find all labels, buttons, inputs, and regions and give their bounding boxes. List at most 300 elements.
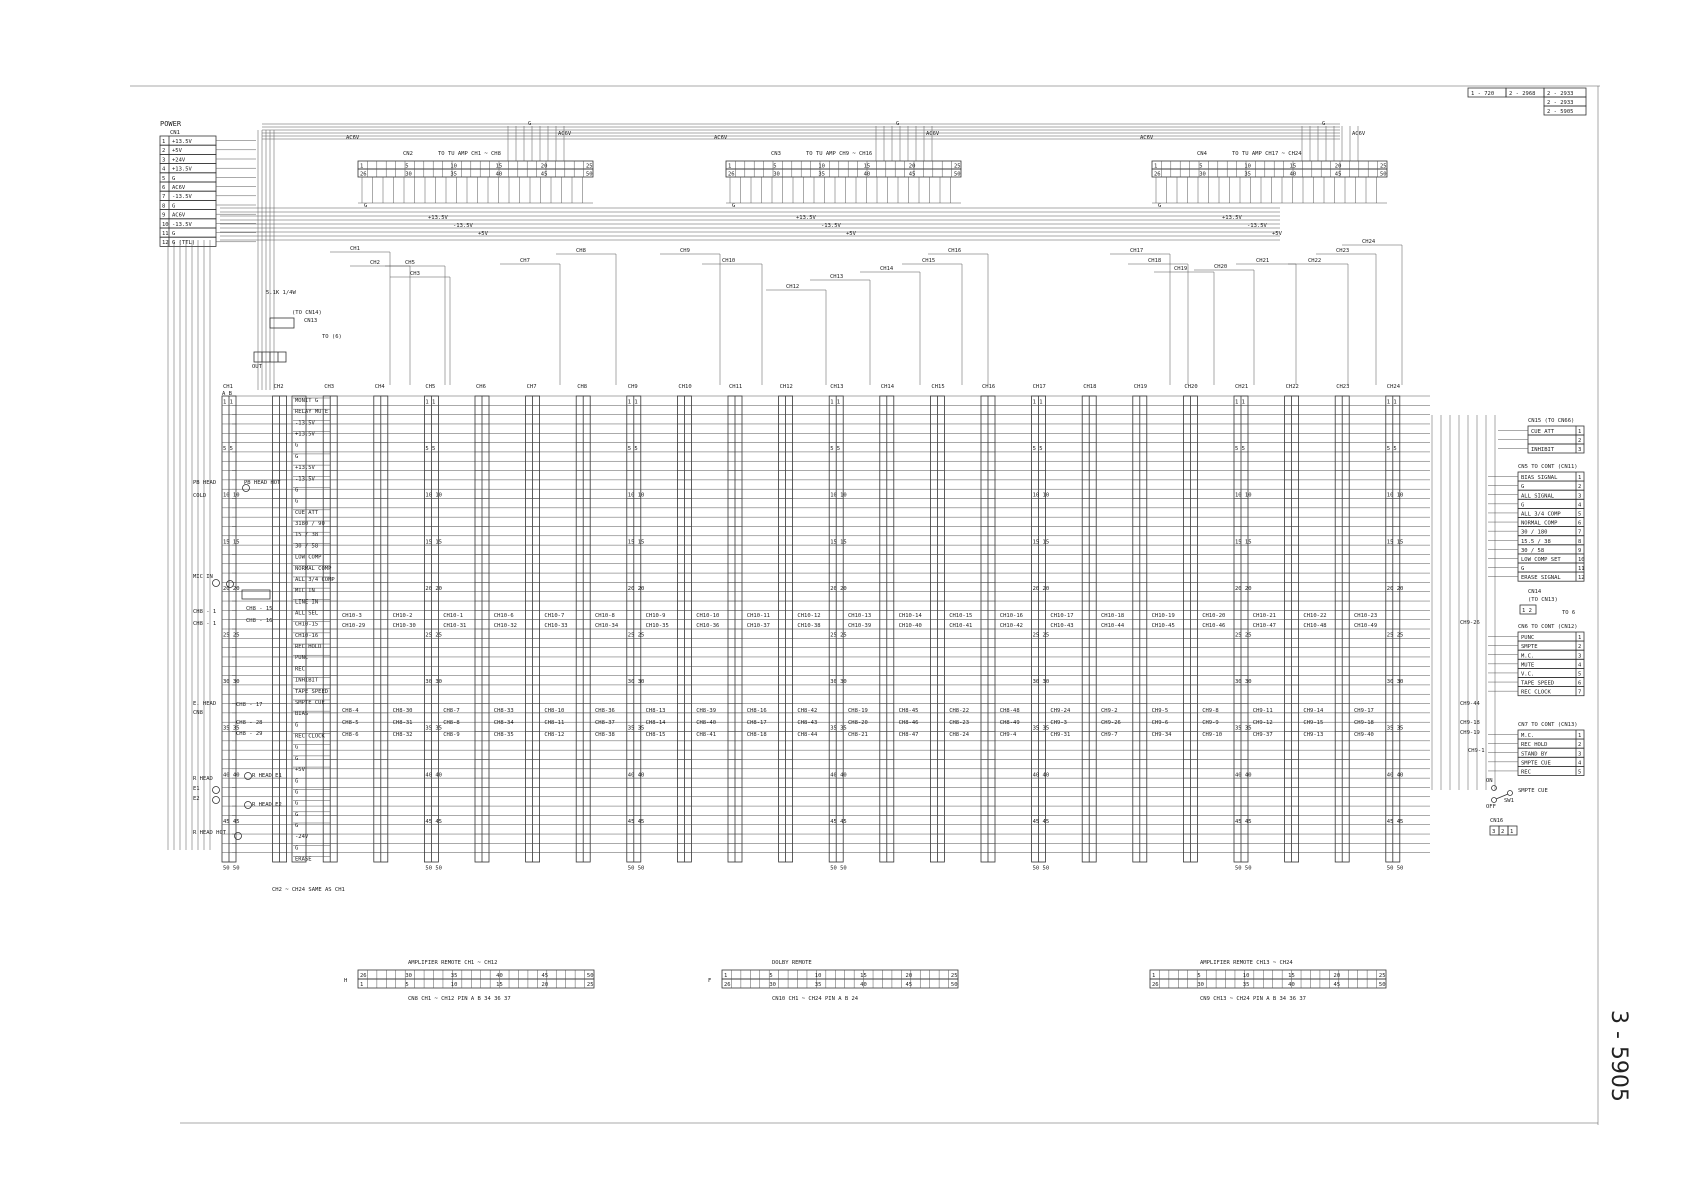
ch1-wire-label: CH8 - 28 bbox=[236, 720, 263, 726]
cn5-table-pin: 5 bbox=[1578, 511, 1582, 518]
power-pin-number: 1 bbox=[162, 139, 166, 145]
rail-label: -13.5V bbox=[453, 223, 473, 229]
cn16-title: CN16 bbox=[1490, 818, 1504, 824]
left-input-e1: E1 bbox=[193, 786, 200, 792]
pin-number-bottom: 40 bbox=[1289, 171, 1297, 178]
bottom-pin-bottom: 5 bbox=[405, 982, 409, 988]
wire-label: CH10-43 bbox=[1050, 623, 1074, 629]
channel-label: CH5 bbox=[425, 384, 436, 390]
cn6-table-label: SMPTE bbox=[1521, 644, 1538, 651]
wire-label: CH8-11 bbox=[544, 720, 565, 726]
power-pin-label: +13.5V bbox=[172, 166, 192, 173]
pin-row-marker: 35 35 bbox=[223, 725, 240, 732]
power-pin-label: G bbox=[172, 203, 176, 210]
pin-row-marker: 30 30 bbox=[223, 679, 240, 686]
ch2-pin-label: G bbox=[295, 755, 299, 762]
pin-row-marker: 5 5 bbox=[1235, 446, 1245, 453]
cn14-note: TO 6 bbox=[1562, 610, 1576, 616]
cn15-table-title: CN15 (TO CN66) bbox=[1528, 418, 1575, 424]
bottom-pin-bottom: 25 bbox=[586, 982, 594, 988]
power-pin-label: -13.5V bbox=[172, 194, 192, 201]
power-pin-number: 9 bbox=[162, 212, 166, 219]
side-wire-label: CH9-26 bbox=[1460, 620, 1480, 626]
channel-ch8 bbox=[576, 384, 590, 862]
ch2-pin-label: LINE IN bbox=[295, 599, 319, 606]
power-pin-cell bbox=[160, 173, 216, 182]
power-title: POWER bbox=[160, 120, 182, 128]
wire-label: CH10-44 bbox=[1101, 623, 1125, 629]
power-pin-label: -13.5V bbox=[172, 221, 192, 228]
channel-label: CH15 bbox=[931, 384, 945, 390]
pin-row-marker: 30 30 bbox=[627, 679, 645, 686]
wire-label: CH10-11 bbox=[746, 613, 770, 619]
pin-number-top: 5 bbox=[1199, 163, 1203, 170]
wire-label: CH10-40 bbox=[898, 623, 922, 629]
wire-label: CH9-34 bbox=[1151, 732, 1172, 738]
pin-row-marker: 45 45 bbox=[1386, 818, 1404, 825]
cn14-connector bbox=[1520, 589, 1575, 616]
bus-label: CH10 bbox=[722, 258, 736, 264]
bus-label: CH16 bbox=[948, 248, 962, 254]
left-misc-label: CN13 bbox=[304, 318, 318, 324]
wire-label: CH10-34 bbox=[595, 623, 619, 629]
ch2-pin-label: INHIBIT bbox=[295, 677, 319, 684]
wire-label: CH9-6 bbox=[1151, 720, 1169, 726]
bottom-pin-top: 40 bbox=[496, 973, 503, 979]
channel-label: CH14 bbox=[880, 384, 895, 390]
pin-row-marker: 35 35 bbox=[1032, 725, 1050, 732]
channel-label: CH22 bbox=[1285, 384, 1299, 390]
pin-row-marker: 25 25 bbox=[223, 632, 240, 639]
bottom-connectors bbox=[344, 960, 1386, 1002]
wire-label: CH10-33 bbox=[544, 623, 568, 629]
pin-number-top: 10 bbox=[1244, 163, 1252, 170]
ground-label-low: G bbox=[732, 203, 736, 209]
pin-number-bottom: 35 bbox=[818, 171, 826, 178]
ch2-pin-label: G bbox=[295, 453, 299, 460]
channel-ch18 bbox=[1082, 384, 1096, 862]
cn6-table-pin: 4 bbox=[1578, 662, 1582, 669]
bottom-pin-bottom: 35 bbox=[814, 982, 822, 988]
cn5-table-pin: 8 bbox=[1578, 538, 1582, 545]
wire-label: CH10-32 bbox=[493, 623, 517, 629]
wire-label: CH8-38 bbox=[595, 732, 615, 738]
pin-number-bottom: 40 bbox=[863, 171, 871, 178]
left-input-cold: COLD bbox=[193, 493, 207, 499]
pin-row-marker: 30 30 bbox=[830, 679, 847, 686]
side-wire-label: CH9-44 bbox=[1460, 701, 1480, 707]
ch2-pin-label: G bbox=[295, 811, 299, 818]
bottom-pin-bottom: 26 bbox=[724, 982, 731, 988]
pin-row-marker: 5 5 bbox=[223, 446, 233, 453]
bottom-pin-top: 50 bbox=[586, 973, 594, 979]
bottom-pin-top: 30 bbox=[405, 973, 413, 979]
wire-label: CH8-34 bbox=[493, 720, 514, 726]
left-input-mic-in: MIC IN bbox=[193, 574, 213, 580]
bus-label: CH19 bbox=[1174, 266, 1188, 272]
channel-ch22 bbox=[1285, 384, 1299, 862]
pin-number-top: 5 bbox=[405, 163, 409, 170]
cn5-table-pin: 7 bbox=[1578, 529, 1582, 536]
channel-label: CH23 bbox=[1336, 384, 1350, 390]
pin-row-marker: 1 1 bbox=[627, 399, 638, 406]
channel-ch24 bbox=[1386, 384, 1404, 871]
ch2-pin-label: REC bbox=[295, 666, 305, 673]
pin-row-marker: 20 20 bbox=[1386, 585, 1404, 592]
cn5-table-pin: 12 bbox=[1578, 575, 1585, 582]
pin-row-marker: 20 20 bbox=[1235, 585, 1252, 592]
connector-row-top bbox=[1152, 161, 1387, 169]
channel-ch11 bbox=[728, 384, 742, 862]
bottom-connector-caption: CN9 CH13 ~ CH24 PIN A B 34 36 37 bbox=[1200, 996, 1306, 1002]
wire-label: CH10-29 bbox=[342, 623, 366, 629]
bottom-connector-3 bbox=[1150, 960, 1386, 1002]
channel-label: CH19 bbox=[1133, 384, 1148, 390]
wire-label: CH10-12 bbox=[797, 613, 821, 619]
wire-label: CH10-13 bbox=[848, 613, 872, 619]
wire-label: CH9-31 bbox=[1050, 732, 1071, 738]
pin-number-bottom: 50 bbox=[953, 171, 961, 178]
bottom-pin-top: 10 bbox=[814, 973, 822, 979]
wire-label: CH8-20 bbox=[848, 720, 868, 726]
jack-icon bbox=[235, 833, 242, 840]
side-wire-label: CH9-19 bbox=[1460, 730, 1480, 736]
ch1-wire-label: CH8 - 15 bbox=[246, 606, 273, 612]
cn5-table-label: ALL SIGNAL bbox=[1521, 493, 1555, 500]
channel-label: CH1 bbox=[223, 384, 233, 390]
left-input-e2: E2 bbox=[193, 796, 200, 802]
pin-number-bottom: 26 bbox=[1154, 171, 1161, 178]
ch1-wire-label: CH8 - 17 bbox=[236, 702, 263, 708]
wire-label: CH10-22 bbox=[1303, 613, 1327, 619]
channel-ch16 bbox=[981, 384, 995, 862]
wire-label: CH9-5 bbox=[1151, 708, 1169, 714]
cn5-table-pin: 9 bbox=[1578, 547, 1582, 554]
bus-labels bbox=[330, 239, 1402, 385]
wire-label: CH9-11 bbox=[1252, 708, 1273, 714]
bottom-pin-bottom: 30 bbox=[769, 982, 777, 988]
power-connector-name: CN1 bbox=[170, 130, 180, 136]
left-input-r-head: R HEAD bbox=[193, 776, 213, 782]
pin-number-bottom: 45 bbox=[908, 171, 916, 178]
wire-label: CH10-18 bbox=[1101, 613, 1125, 619]
channel-columns bbox=[222, 384, 1430, 871]
pin-number-bottom: 26 bbox=[728, 171, 735, 178]
ch2-pin-label: ERASE bbox=[295, 856, 312, 863]
ground-label: G bbox=[896, 121, 900, 127]
ch2-pin-label: G bbox=[295, 442, 299, 449]
bottom-connector-row-top bbox=[1150, 970, 1386, 979]
bottom-pin-bottom: 45 bbox=[1333, 982, 1341, 988]
wire-label: CH10-47 bbox=[1252, 623, 1276, 629]
connector-title: TO TU AMP CH17 ~ CH24 bbox=[1232, 151, 1302, 157]
ch2-pin-label: +13.5V bbox=[295, 465, 315, 472]
channel-label: CH21 bbox=[1235, 384, 1249, 390]
wire-label: CH10-35 bbox=[645, 623, 669, 629]
pin-row-marker: 45 45 bbox=[830, 818, 847, 825]
bottom-connector-1 bbox=[344, 960, 594, 1002]
channel-ch21 bbox=[1234, 384, 1252, 871]
cn5-table-label: BIAS SIGNAL bbox=[1521, 475, 1558, 482]
cn6-table-pin: 1 bbox=[1578, 635, 1582, 642]
bottom-pin-bottom: 40 bbox=[860, 982, 867, 988]
wire-label: CH10-49 bbox=[1354, 623, 1378, 629]
wiring-harness bbox=[168, 124, 1340, 850]
cn5-table-pin: 6 bbox=[1578, 520, 1582, 527]
cn6-table-label: PUNC bbox=[1521, 635, 1535, 642]
pin-row-marker: 25 25 bbox=[1386, 632, 1404, 639]
pin-row-marker: 5 5 bbox=[830, 446, 841, 453]
pin-number-bottom: 50 bbox=[1379, 171, 1387, 178]
ch2-pin-label: ALL SEL bbox=[295, 610, 319, 617]
ac-label: AC6V bbox=[1140, 135, 1154, 141]
side-wire-label: CH9-18 bbox=[1460, 720, 1480, 726]
cn15-table-label: INHIBIT bbox=[1531, 447, 1555, 453]
power-pin-cell bbox=[160, 154, 216, 163]
pin-row-marker: 30 30 bbox=[425, 679, 442, 686]
pin-row-marker: 50 50 bbox=[1386, 865, 1404, 872]
cn6-table-label: M.C. bbox=[1521, 653, 1535, 660]
pin-number-bottom: 40 bbox=[495, 171, 503, 178]
cn5-table-pin: 3 bbox=[1578, 493, 1582, 500]
bus-label: CH24 bbox=[1362, 239, 1376, 245]
cn6-table-pin: 5 bbox=[1578, 671, 1582, 678]
ac-label-right: AC6V bbox=[558, 131, 572, 137]
pin-row-marker: 35 35 bbox=[830, 725, 847, 732]
wire-label: CH8-44 bbox=[797, 732, 818, 738]
cn6-table-label: TAPE SPEED bbox=[1521, 680, 1555, 687]
ch2-pin-label: CH10-15 bbox=[295, 621, 319, 628]
pin-row-marker: 1 1 bbox=[223, 399, 233, 406]
wire-label: CH10-45 bbox=[1151, 623, 1175, 629]
channel-label: CH2 bbox=[273, 384, 284, 390]
pin-number-bottom: 45 bbox=[540, 171, 548, 178]
pin-row-marker: 5 5 bbox=[425, 446, 436, 453]
pin-row-marker: 25 25 bbox=[830, 632, 847, 639]
wire-label: CH8-47 bbox=[898, 732, 919, 738]
power-pin-label: +13.5V bbox=[172, 139, 192, 145]
pin-row-marker: 1 1 bbox=[1032, 399, 1043, 406]
wire-label: CH8-43 bbox=[797, 720, 818, 726]
switch-contact-icon bbox=[1492, 798, 1497, 803]
power-pin-label: +24V bbox=[172, 157, 186, 164]
wire-label: CH9-18 bbox=[1354, 720, 1374, 726]
wire-label: CH8-35 bbox=[493, 732, 514, 738]
top-connector-cn4 bbox=[1140, 121, 1387, 237]
pin-number-bottom: 30 bbox=[1199, 171, 1206, 178]
bus-label: CH22 bbox=[1308, 258, 1322, 264]
pin-number-top: 1 bbox=[1154, 163, 1158, 170]
pin-number-bottom: 26 bbox=[360, 171, 367, 178]
left-inputs bbox=[193, 290, 342, 840]
channel-ch12 bbox=[779, 384, 793, 862]
wire-label: CH9-9 bbox=[1202, 720, 1219, 726]
jack-icon bbox=[245, 773, 252, 780]
wire-label: CH8-49 bbox=[999, 720, 1020, 726]
wire-label: CH10-2 bbox=[392, 613, 413, 619]
power-connector-cn1 bbox=[160, 120, 256, 246]
ch2-pin-label: CUE ATT bbox=[295, 509, 319, 516]
bottom-connector-title: AMPLIFIER REMOTE CH13 ~ CH24 bbox=[1200, 960, 1293, 966]
wire-label: CH8-23 bbox=[949, 720, 970, 726]
power-pin-number: 3 bbox=[162, 157, 166, 164]
channel-label: CH6 bbox=[476, 384, 486, 390]
sheet-frame bbox=[130, 86, 1600, 1125]
pin-row-marker: 45 45 bbox=[425, 818, 442, 825]
ch2-pin-label: REC HOLD bbox=[295, 644, 322, 651]
ch2-pin-label: -13.5V bbox=[295, 476, 315, 483]
bus-label: CH1 bbox=[350, 246, 360, 252]
bottom-pin-top: 25 bbox=[950, 973, 958, 979]
ch2-pin-label: SMPTE CUE bbox=[295, 699, 325, 706]
ch2-pin-label: 3180 / 90 bbox=[295, 521, 325, 528]
channel-label: CH11 bbox=[729, 384, 743, 390]
cn6-table-pin: 6 bbox=[1578, 680, 1582, 687]
connector-title: TO TU AMP CH9 ~ CH16 bbox=[806, 151, 873, 157]
cn16-pin: 2 bbox=[1501, 829, 1505, 835]
wire-label: CH8-6 bbox=[342, 732, 359, 738]
cn5-table-label: G bbox=[1521, 502, 1525, 509]
pin-number-bottom: 30 bbox=[405, 171, 412, 178]
cn16-pin: 3 bbox=[1492, 829, 1496, 835]
channel-label: CH13 bbox=[830, 384, 844, 390]
wire-label: CH8-45 bbox=[898, 708, 919, 714]
ch2-pin-label: G bbox=[295, 800, 299, 807]
pin-row-marker: 20 20 bbox=[830, 585, 847, 592]
wire-label: CH8-22 bbox=[949, 708, 970, 714]
channel-ch19 bbox=[1133, 384, 1147, 862]
wire-label: CH9-14 bbox=[1303, 708, 1324, 714]
power-pin-number: 8 bbox=[162, 203, 166, 210]
ch2-pin-label: G bbox=[295, 822, 299, 829]
power-pin-label: AC6V bbox=[172, 212, 186, 219]
wire-label: CH8-19 bbox=[848, 708, 868, 714]
cn7-table-pin: 5 bbox=[1578, 769, 1582, 776]
pin-row-marker: 50 50 bbox=[223, 865, 240, 872]
bus-label: CH3 bbox=[410, 271, 420, 277]
bottom-pin-top: 20 bbox=[1333, 973, 1341, 979]
ch2-pin-label: CH10-16 bbox=[295, 632, 319, 639]
ch2-pin-label: 15 / 38 bbox=[295, 532, 319, 539]
same-as-note: CH2 ~ CH24 SAME AS CH1 bbox=[272, 887, 345, 893]
pin-row-marker: 10 10 bbox=[223, 492, 240, 499]
wire-label: CH10-16 bbox=[999, 613, 1023, 619]
bottom-pin-top: 35 bbox=[450, 973, 458, 979]
channel-ch10 bbox=[677, 384, 691, 862]
pin-row-marker: 40 40 bbox=[1235, 772, 1252, 779]
pin-row-marker: 1 1 bbox=[425, 399, 436, 406]
wire-label: CH8-4 bbox=[342, 708, 359, 714]
bottom-pin-bottom: 40 bbox=[1288, 982, 1295, 988]
power-pin-label: G (TTL) bbox=[172, 240, 196, 247]
channel-ch17 bbox=[1032, 384, 1050, 871]
channel-ch13 bbox=[829, 384, 847, 871]
cn14-pins: 1 2 bbox=[1522, 608, 1532, 614]
pin-row-marker: 40 40 bbox=[830, 772, 847, 779]
bottom-connector-title: DOLBY REMOTE bbox=[772, 960, 812, 966]
ch2-pin-label: G bbox=[295, 498, 299, 505]
cn7-table-label: REC bbox=[1521, 769, 1531, 776]
connector-row-top bbox=[726, 161, 961, 169]
wire-label: CH9-7 bbox=[1101, 732, 1118, 738]
wire-label: CH8-5 bbox=[342, 720, 359, 726]
wire-label: CH8-42 bbox=[797, 708, 818, 714]
bottom-pin-top: 45 bbox=[541, 973, 549, 979]
wire-label: CH10-3 bbox=[342, 613, 362, 619]
wire-label: CH8-14 bbox=[645, 720, 666, 726]
channel-ch9 bbox=[627, 384, 645, 871]
channel-label: CH24 bbox=[1386, 384, 1401, 390]
wire-label: CH8-10 bbox=[544, 708, 565, 714]
pin-row-marker: 35 35 bbox=[1235, 725, 1252, 732]
jack-icon bbox=[213, 797, 220, 804]
pin-row-marker: 50 50 bbox=[1235, 865, 1252, 872]
channel-label: CH20 bbox=[1184, 384, 1198, 390]
wire-label: CH10-37 bbox=[746, 623, 770, 629]
pin-number-top: 20 bbox=[1334, 163, 1342, 170]
power-pin-cell bbox=[160, 182, 216, 191]
bottom-pin-bottom: 35 bbox=[1242, 982, 1250, 988]
pin-row-marker: 25 25 bbox=[627, 632, 645, 639]
bottom-pin-top: 15 bbox=[1288, 973, 1295, 979]
wire-label: CH8-16 bbox=[746, 708, 767, 714]
bottom-pin-bottom: 10 bbox=[450, 982, 458, 988]
cn7-table-label: STAND BY bbox=[1521, 751, 1548, 758]
cn5-table-pin: 2 bbox=[1578, 484, 1582, 491]
wire-label: CH10-30 bbox=[392, 623, 416, 629]
pin-row-marker: 40 40 bbox=[425, 772, 442, 779]
cn6-table-title: CN6 TO CONT (CN12) bbox=[1518, 624, 1578, 630]
channel-label: CH12 bbox=[779, 384, 793, 390]
wire-label: CH10-39 bbox=[848, 623, 872, 629]
document-stamp: 3 - 5905 bbox=[1606, 1010, 1631, 1102]
revision-entry: 2 - 2933 bbox=[1547, 91, 1574, 97]
cn15-table-pin: 3 bbox=[1578, 447, 1582, 453]
connector-row-bottom bbox=[358, 169, 593, 177]
wire-label: CH9-17 bbox=[1354, 708, 1374, 714]
rail-label: +13.5V bbox=[1222, 215, 1242, 221]
channel-label: CH9 bbox=[627, 384, 638, 390]
bottom-connector-row-bottom bbox=[358, 979, 594, 988]
cn15-table-label: CUE ATT bbox=[1531, 429, 1555, 435]
pin-row-marker: 10 10 bbox=[627, 492, 645, 499]
cn5-table-cell bbox=[1518, 481, 1584, 490]
pin-row-marker: 15 15 bbox=[627, 539, 645, 546]
wire-label: CH8-37 bbox=[595, 720, 615, 726]
bottom-pin-top: 10 bbox=[1242, 973, 1250, 979]
ch2-pin-label: G bbox=[295, 845, 299, 852]
wire-label: CH9-2 bbox=[1101, 708, 1118, 714]
pin-row-marker: 1 1 bbox=[1235, 399, 1245, 406]
smpte-cue-switch bbox=[1486, 778, 1548, 810]
pin-number-bottom: 35 bbox=[450, 171, 458, 178]
cn7-table-pin: 1 bbox=[1578, 733, 1582, 740]
channel-label: CH17 bbox=[1032, 384, 1046, 390]
bus-label: CH12 bbox=[786, 284, 800, 290]
ch2-pin-label: G bbox=[295, 722, 299, 729]
cn14-title: CN14 bbox=[1528, 589, 1542, 595]
switch-contact-icon bbox=[1492, 786, 1497, 791]
pin-number-bottom: 35 bbox=[1244, 171, 1252, 178]
pin-number-top: 25 bbox=[585, 163, 593, 170]
pin-row-marker: 40 40 bbox=[1032, 772, 1050, 779]
pin-row-marker: 30 30 bbox=[1386, 679, 1404, 686]
pin-number-top: 15 bbox=[495, 163, 503, 170]
channel-label: CH8 bbox=[577, 384, 588, 390]
pin-row-marker: 25 25 bbox=[425, 632, 442, 639]
cn7-table-label: M.C. bbox=[1521, 733, 1535, 740]
power-pin-number: 2 bbox=[162, 148, 166, 155]
